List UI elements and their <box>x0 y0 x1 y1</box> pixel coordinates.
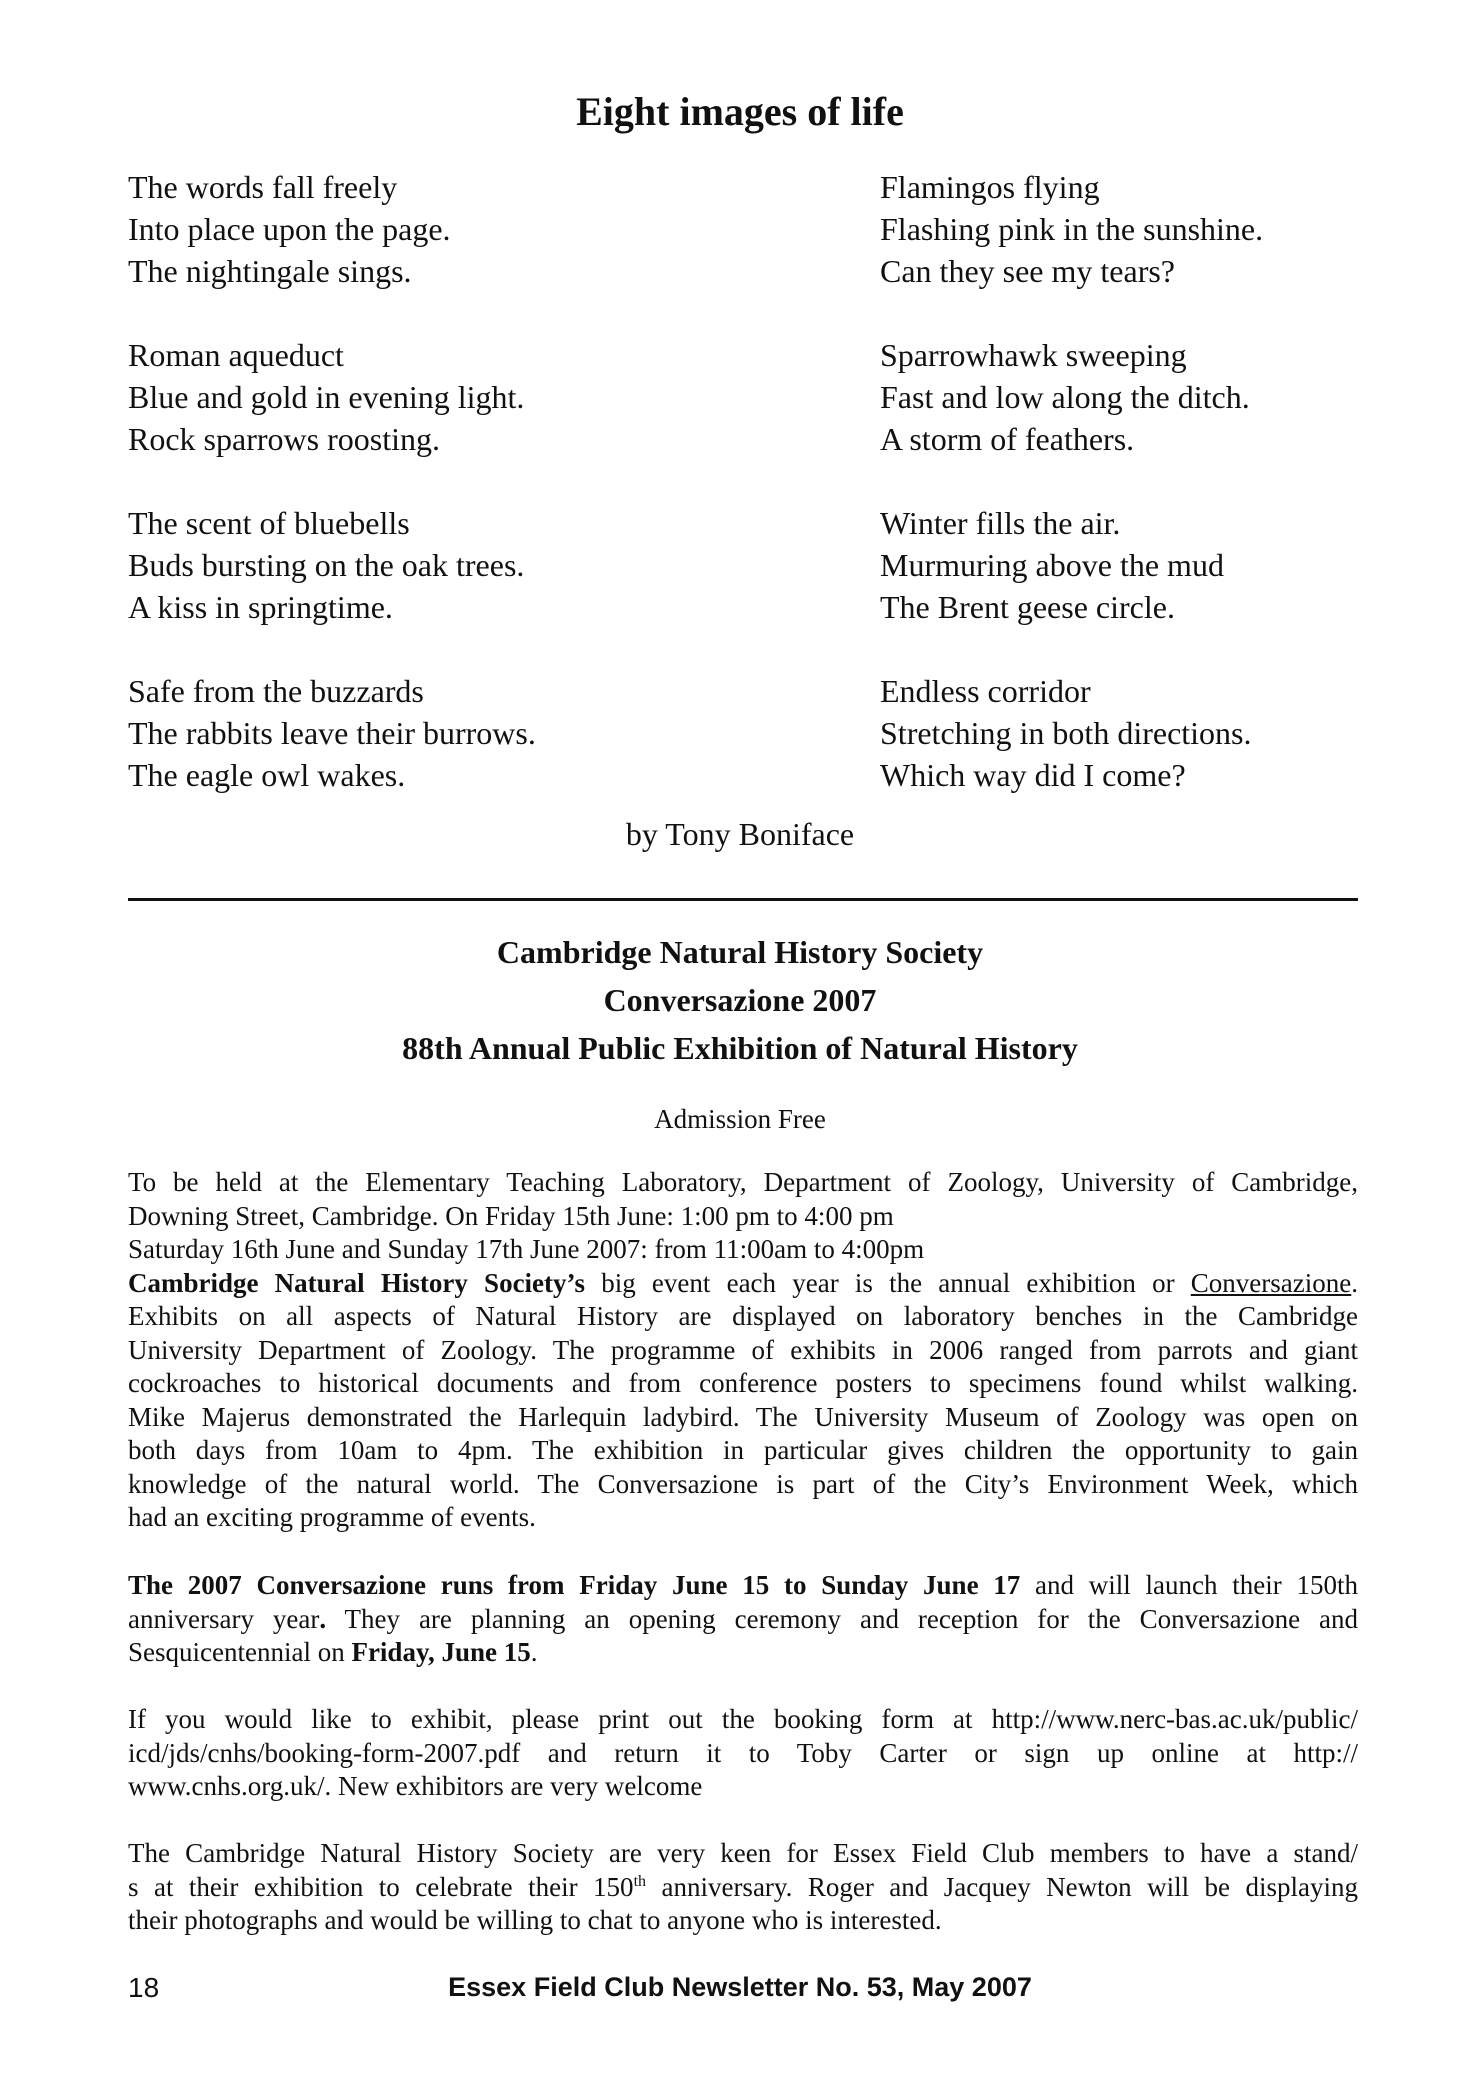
event-heading-society: Cambridge Natural History Society <box>496 934 984 970</box>
event-paragraph-invitation <box>128 1837 1358 1938</box>
paragraph-line: Saturday 16th June and Sunday 17th June 2007: from 11:00am to 4:00pm <box>128 1234 925 1264</box>
event-heading-exhibition: 88th Annual Public Exhibition of Natural History <box>402 1030 1078 1066</box>
newsletter-footer-title: Essex Field Club Newsletter No. 53, May 2007 <box>448 1972 1032 2002</box>
event-paragraph-details <box>128 1166 1358 1535</box>
poem-stanza-left-2 <box>128 334 524 460</box>
paragraph-line: had an exciting programme of events. <box>128 1502 536 1532</box>
poem-line: The nightingale sings. <box>128 253 412 289</box>
poem-line: Buds bursting on the oak trees. <box>128 547 525 583</box>
poem-stanza-right-4 <box>880 670 1252 796</box>
poem-line: Winter fills the air. <box>880 505 1121 541</box>
poem-stanza-right-3 <box>880 502 1224 628</box>
poem-line: Rock sparrows roosting. <box>128 421 440 457</box>
poem-stanza-right-1 <box>880 166 1263 292</box>
paragraph-line: University Department of Zoology. The programme of exhibits in 2006 ranged from parrots and giant <box>128 1334 1358 1365</box>
text-run: . <box>530 1637 538 1667</box>
poem-title: Eight images of life <box>576 89 904 134</box>
poem-line: Stretching in both directions. <box>880 715 1252 751</box>
poem-line: The eagle owl wakes. <box>128 757 406 793</box>
paragraph-line: their photographs and would be willing to chat to anyone who is interested. <box>128 1905 942 1935</box>
poem-stanza-left-4 <box>128 670 536 796</box>
poem-line: Roman aqueduct <box>128 337 344 373</box>
event-paragraph-booking <box>128 1703 1358 1804</box>
poem-line: Flashing pink in the sunshine. <box>880 211 1264 247</box>
paragraph-line: To be held at the Elementary Teaching Laboratory, Department of Zoology, University of Cambridge, <box>128 1167 1358 1197</box>
text-run: anniversary year <box>128 1603 320 1634</box>
poem-byline: by Tony Boniface <box>625 816 855 852</box>
paragraph-line <box>128 1603 1358 1637</box>
text-run: They are planning an opening ceremony and reception for the Conversazione and <box>326 1603 1358 1634</box>
poem-line: The rabbits leave their burrows. <box>128 715 536 751</box>
event-paragraph-dates <box>128 1569 1358 1670</box>
paragraph-line <box>128 1569 1358 1603</box>
poem-line: A kiss in springtime. <box>128 589 393 625</box>
event-heading-conversazione: Conversazione 2007 <box>603 982 877 1018</box>
poem-line: Flamingos flying <box>880 169 1100 205</box>
poem-line: The Brent geese circle. <box>880 589 1175 625</box>
section-divider <box>128 898 1358 901</box>
text-run: and will launch their 150th <box>1020 1570 1358 1600</box>
paragraph-line: If you would like to exhibit, please print out the booking form at http://www.nerc-bas.ac.uk/public/ <box>128 1704 1358 1734</box>
dates-bold: The 2007 Conversazione runs from Friday June 15 to Sunday June 17 <box>128 1570 1021 1600</box>
poem-line: Which way did I come? <box>880 757 1186 793</box>
paragraph-line: Downing Street, Cambridge. On Friday 15th June: 1:00 pm to 4:00 pm <box>128 1200 894 1231</box>
paragraph-line: Exhibits on all aspects of Natural History are displayed on laboratory benches in the Cambridge <box>128 1301 1358 1331</box>
poem-line: The scent of bluebells <box>128 505 410 541</box>
paragraph-line: knowledge of the natural world. The Conversazione is part of the City’s Environment Week, which <box>128 1468 1358 1499</box>
paragraph-line: both days from 10am to 4pm. The exhibition in particular gives children the opportunity to gain <box>128 1435 1358 1465</box>
text-run: Sesquicentennial on <box>128 1637 352 1667</box>
poem-line: Murmuring above the mud <box>880 547 1224 583</box>
poem-line: Safe from the buzzards <box>128 673 424 709</box>
paragraph-line: icd/jds/cnhs/booking-form-2007.pdf and return it to Toby Carter or sign up online at http:// <box>128 1737 1358 1768</box>
text-run: s at their exhibition to celebrate their 150 <box>128 1871 634 1902</box>
poem-line: A storm of feathers. <box>880 421 1135 457</box>
text-run: anniversary. Roger and Jacquey Newton will be displaying <box>646 1871 1358 1902</box>
poem-line: Into place upon the page. <box>128 211 451 247</box>
poem-line: Can they see my tears? <box>880 253 1175 289</box>
paragraph-line <box>128 1871 1358 1905</box>
society-name-bold: Cambridge Natural History Society’s <box>128 1267 586 1298</box>
poem-stanza-right-2 <box>880 334 1250 460</box>
paragraph-line: Mike Majerus demonstrated the Harlequin ladybird. The University Museum of Zoology was open on <box>128 1401 1358 1432</box>
poem-line: The words fall freely <box>128 169 398 205</box>
page-number: 18 <box>128 1972 160 2003</box>
paragraph-line: www.cnhs.org.uk/. New exhibitors are very welcome <box>128 1771 703 1801</box>
admission-note: Admission Free <box>654 1104 826 1134</box>
paragraph-line: The Cambridge Natural History Society are very keen for Essex Field Club members to have a stand/ <box>128 1838 1358 1868</box>
ordinal-suffix: th <box>633 1872 647 1890</box>
poem-line: Fast and low along the ditch. <box>880 379 1250 415</box>
poem-stanza-left-1 <box>128 166 451 292</box>
paragraph-line <box>128 1267 1358 1301</box>
paragraph-line <box>128 1636 1358 1670</box>
poem-line: Blue and gold in evening light. <box>128 379 525 415</box>
poem-stanza-left-3 <box>128 502 524 628</box>
poem-line: Endless corridor <box>880 673 1091 709</box>
text-run: . <box>1351 1267 1358 1298</box>
text-run: big event each year is the annual exhibition or <box>585 1267 1191 1298</box>
text-run-bold: . <box>319 1603 327 1634</box>
conversazione-underlined: Conversazione <box>1190 1267 1352 1298</box>
date-bold: Friday, June 15 <box>351 1637 531 1667</box>
paragraph-line: cockroaches to historical documents and from conference posters to specimens found whilst walking. <box>128 1368 1358 1398</box>
poem-line: Sparrowhawk sweeping <box>880 337 1187 373</box>
